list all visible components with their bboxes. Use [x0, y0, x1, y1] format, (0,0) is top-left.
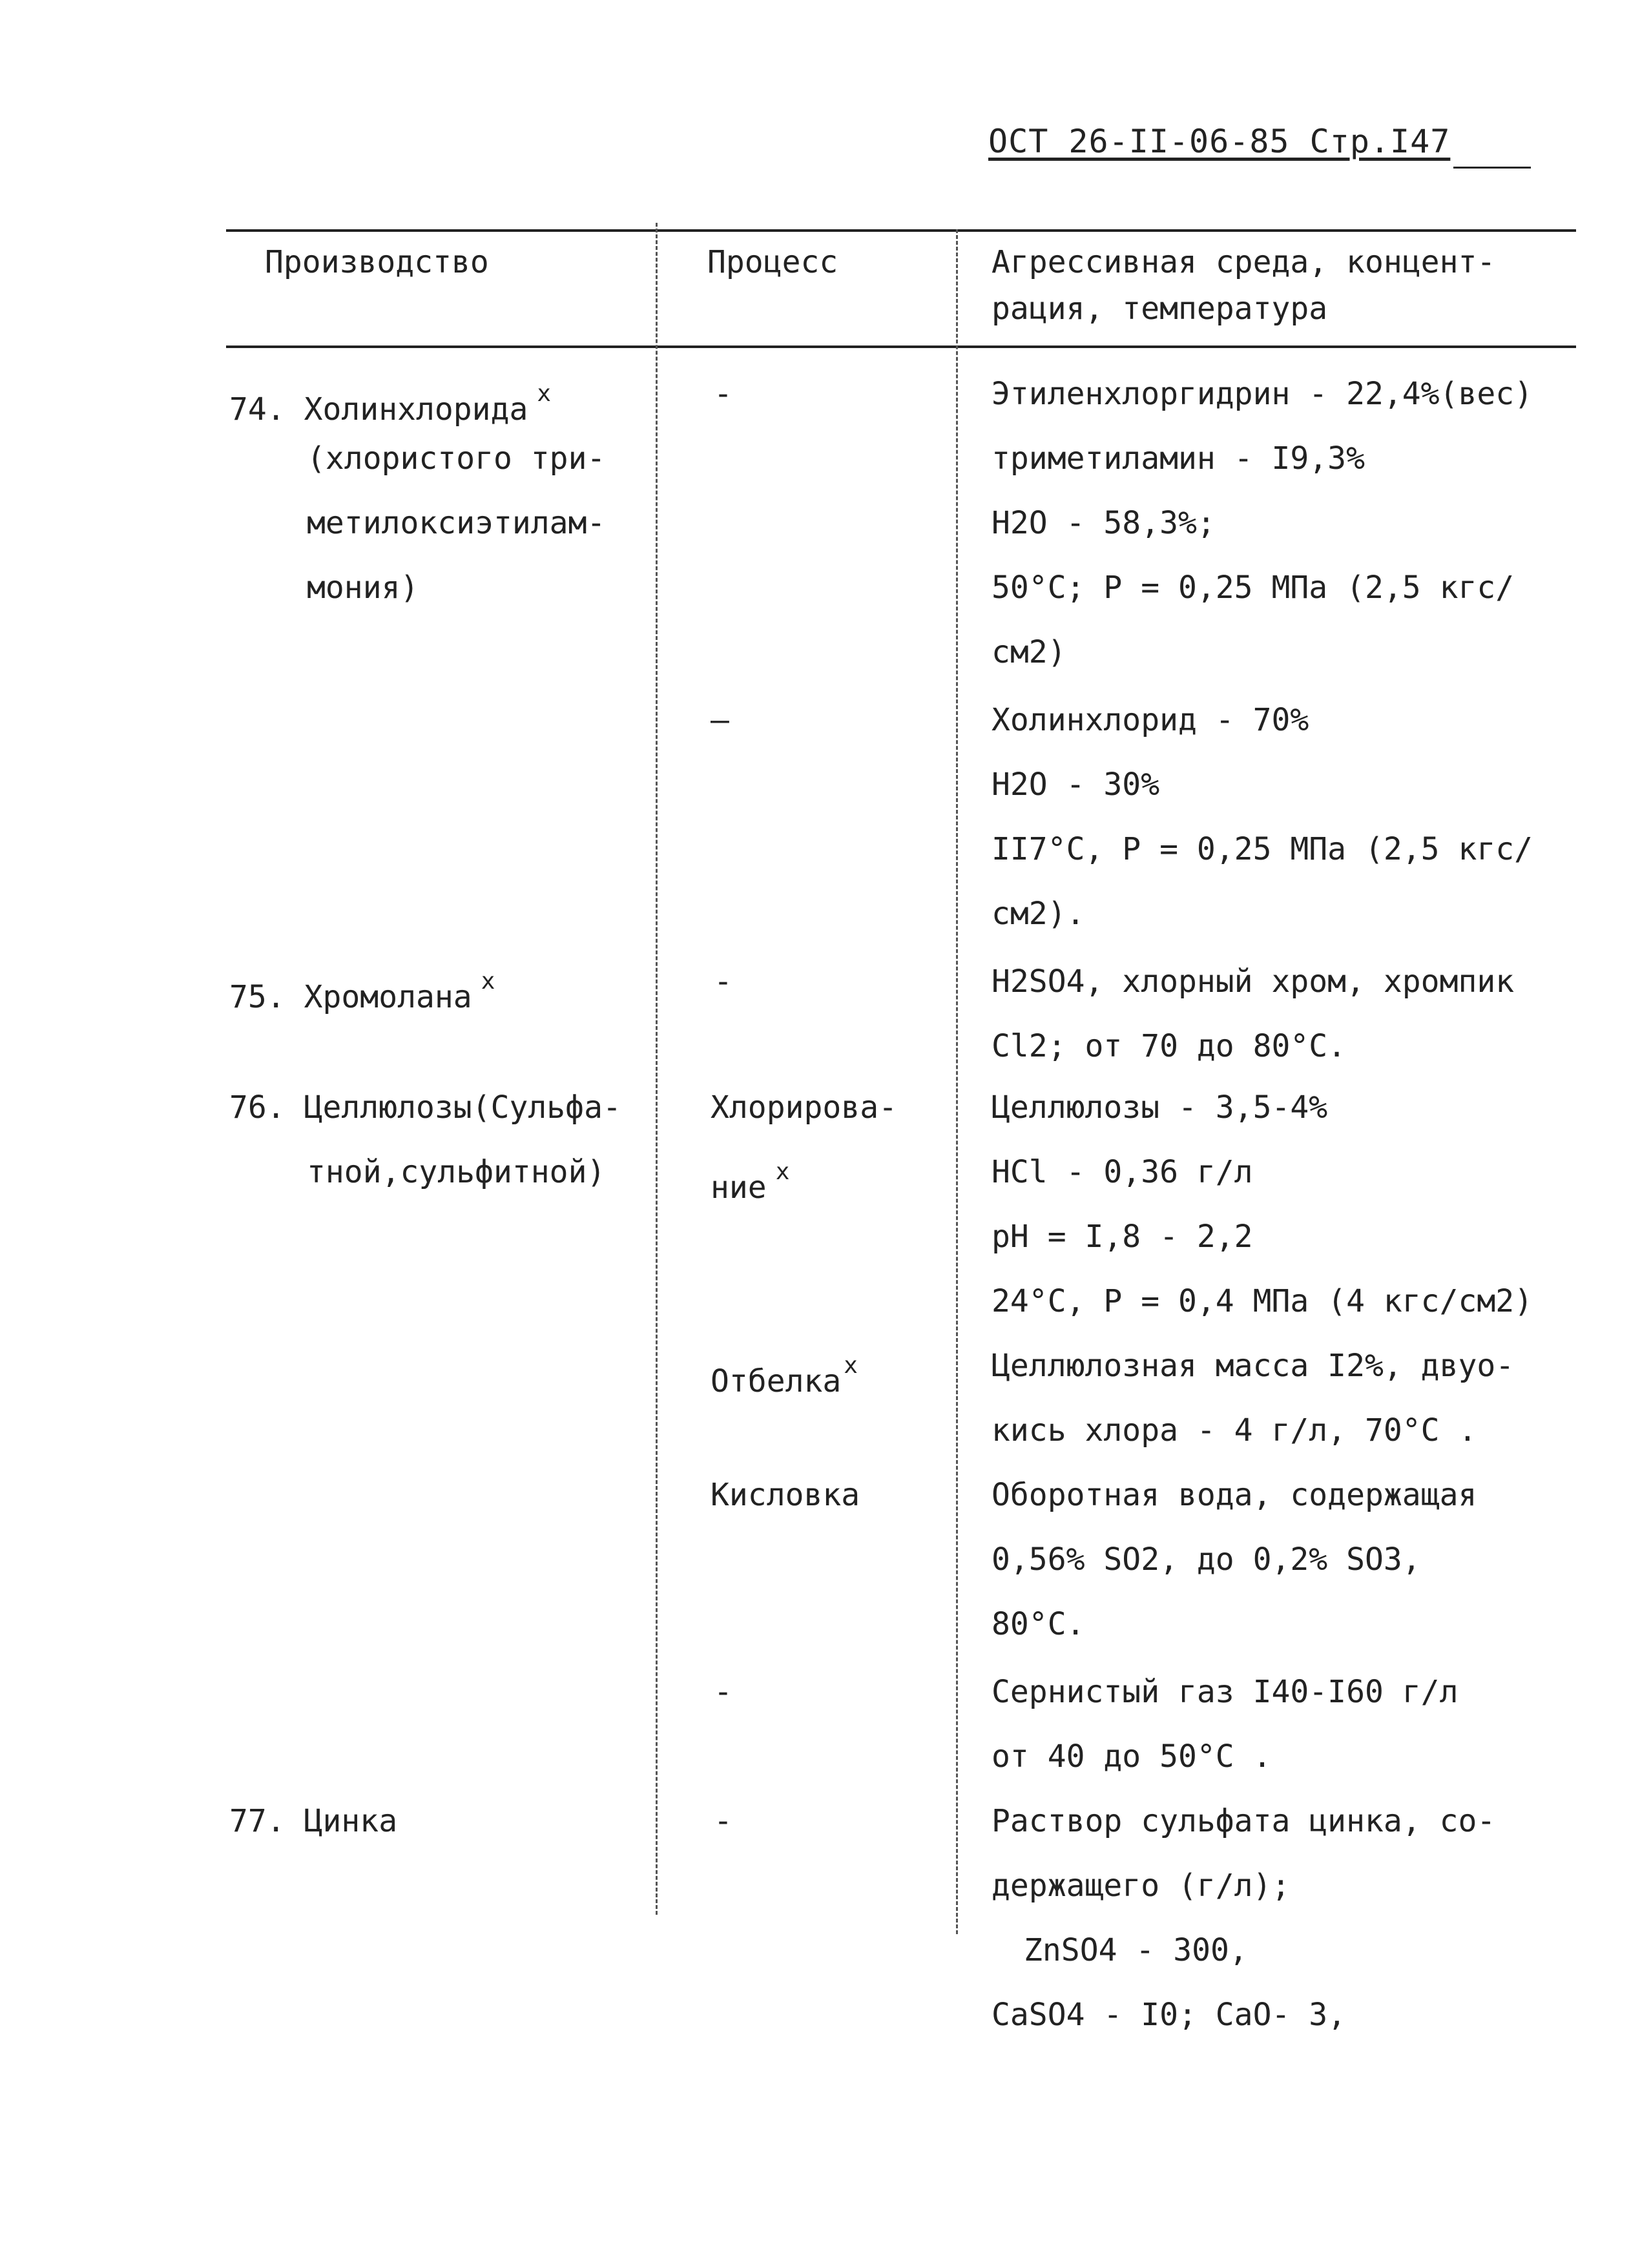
- row76-medium-b-line2: кись хлора - 4 г/л, 70°C .: [992, 1412, 1477, 1448]
- column-header-medium-line2: рация, температура: [992, 291, 1328, 327]
- table-row-76-process-b: [711, 1334, 858, 1414]
- footnote-mark: x: [844, 1352, 858, 1379]
- table-row-76-process-c: Кисловка: [711, 1477, 860, 1513]
- row77-prod-line1: 77. Цинка: [229, 1803, 398, 1839]
- row75-prod-line1: 75. Хромолана: [229, 978, 472, 1015]
- table-row-75-medium: [992, 949, 1514, 1078]
- row75-medium-line2: Cl2; от 70 до 80°C.: [992, 1028, 1347, 1064]
- row76-medium-d-line1: Сернистый газ I40-I60 г/л: [992, 1674, 1459, 1710]
- table-row-76-medium-d: [992, 1660, 1458, 1789]
- column-header-medium-line1: Агрессивная среда, концент-: [992, 244, 1496, 280]
- table-row-76-process-a: [711, 1075, 897, 1204]
- column-divider-1: [656, 223, 658, 1915]
- column-header-production: Производство: [265, 244, 489, 280]
- row76-medium-a-line4: 24°C, P = 0,4 МПа (4 кгс/см2): [992, 1283, 1533, 1319]
- row74-medium-a-line2: триметиламин - I9,3%: [992, 440, 1365, 477]
- footnote-mark: x: [537, 380, 552, 407]
- table-row-76-production: [229, 1075, 621, 1204]
- row76-medium-c-line1: Оборотная вода, содержащая: [992, 1477, 1477, 1513]
- row74-prod-line4: мония): [307, 570, 419, 606]
- footnote-mark: x: [481, 968, 495, 995]
- row76-prod-line1: 76. Целлюлозы(Сульфа-: [229, 1089, 621, 1126]
- table-row-77-process: -: [714, 1803, 732, 1839]
- row75-medium-line1: H2SO4, хлорный хром, хромпик: [992, 964, 1515, 1000]
- row76-medium-d-line2: от 40 до 50°C .: [992, 1738, 1272, 1775]
- column-header-process: Процесс: [707, 244, 838, 280]
- document-header: ОСТ 26-II-06-85 Стр.I47: [988, 123, 1451, 160]
- footnote-mark: x: [775, 1159, 790, 1185]
- table-row-75-process: -: [714, 964, 732, 1000]
- row74-medium-b-line4: см2).: [992, 896, 1085, 932]
- row76-medium-c-line2: 0,56% SO2, до 0,2% SO3,: [992, 1541, 1421, 1578]
- row74-prod-line1: 74. Холинхлорида: [229, 391, 528, 428]
- row76-medium-a-line2: HCl - 0,36 г/л: [992, 1154, 1253, 1190]
- header-underline: [1453, 167, 1531, 169]
- row74-medium-b-line3: II7°C, P = 0,25 МПа (2,5 кгс/: [992, 831, 1533, 867]
- row76-proc-a-line1: Хлорирова-: [711, 1089, 897, 1126]
- row76-medium-c-line3: 80°C.: [992, 1606, 1085, 1642]
- row77-medium-line4: CaSO4 - I0; CaO- 3,: [992, 1997, 1347, 2033]
- table-row-74-production: [229, 362, 605, 620]
- row76-medium-b-line1: Целлюлозная масса I2%, двуо-: [992, 1348, 1515, 1384]
- row77-medium-line3: ZnSO4 - 300,: [1024, 1932, 1248, 1968]
- column-header-medium: [992, 239, 1495, 332]
- table-row-76-medium-a: [992, 1075, 1533, 1334]
- row74-medium-a-line1: Этиленхлоргидрин - 22,4%(вес): [992, 376, 1533, 412]
- table-top-rule: [226, 229, 1576, 232]
- row74-medium-a-line4: 50°C; P = 0,25 МПа (2,5 кгс/: [992, 570, 1515, 606]
- column-divider-2: [956, 229, 958, 1934]
- row74-prod-line3: метилоксиэтилам-: [307, 505, 606, 541]
- table-row-77-medium: [992, 1789, 1495, 2047]
- row76-medium-a-line3: pH = I,8 - 2,2: [992, 1219, 1253, 1255]
- row74-medium-b-line2: H2O - 30%: [992, 767, 1160, 803]
- table-row-76-medium-b: [992, 1334, 1514, 1463]
- row74-prod-line2: (хлористого три-: [307, 440, 606, 477]
- table-row-74-medium-a: [992, 362, 1533, 685]
- table-row-74-process-a: -: [714, 376, 732, 412]
- row76-prod-line2: тной,сульфитной): [307, 1154, 606, 1190]
- row74-medium-a-line3: H2O - 58,3%;: [992, 505, 1216, 541]
- table-row-76-process-d: -: [714, 1674, 732, 1710]
- row77-medium-line2: держащего (г/л);: [992, 1868, 1291, 1904]
- row74-medium-a-line5: см2): [992, 634, 1066, 670]
- row76-proc-b-label: Отбелка: [711, 1363, 842, 1399]
- row76-medium-a-line1: Целлюлозы - 3,5-4%: [992, 1089, 1328, 1126]
- row74-medium-b-line1: Холинхлорид - 70%: [992, 702, 1309, 738]
- table-row-77-production: [229, 1789, 397, 1853]
- table-row-76-medium-c: [992, 1463, 1477, 1656]
- table-header-rule: [226, 345, 1576, 348]
- table-row-74-medium-b: [992, 688, 1533, 946]
- row76-proc-a-line2: ние: [711, 1169, 767, 1206]
- table-row-75-production: [229, 949, 495, 1014]
- row77-medium-line1: Раствор сульфата цинка, со-: [992, 1803, 1496, 1839]
- table-row-74-process-b: —: [711, 702, 729, 738]
